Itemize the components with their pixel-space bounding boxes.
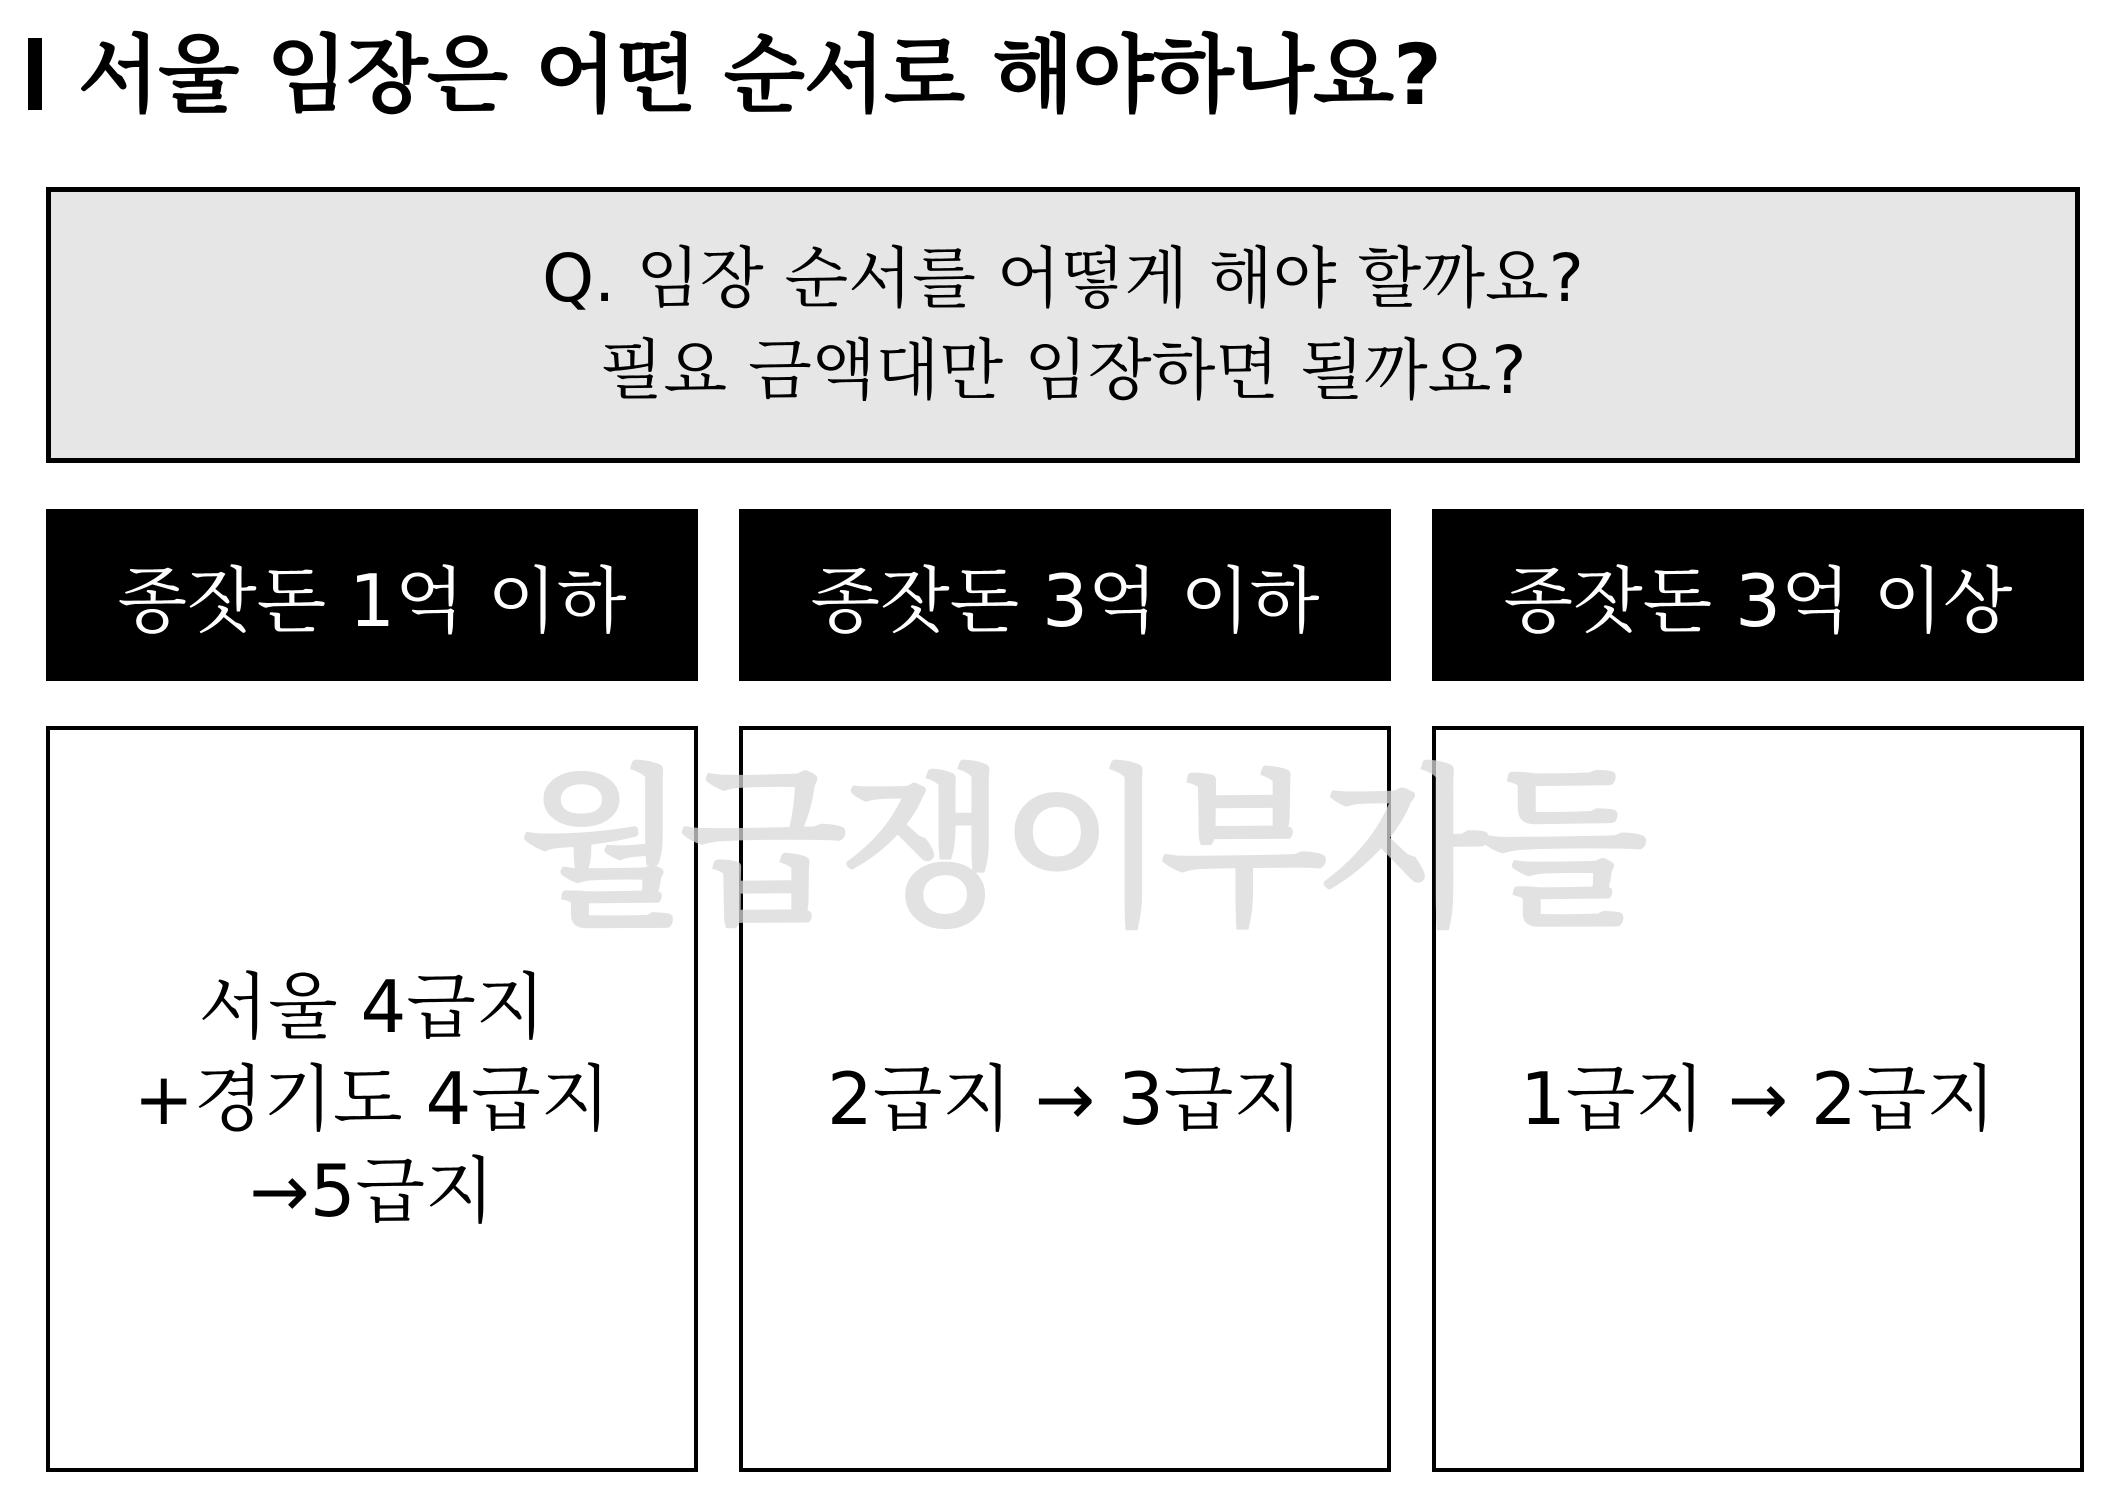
watermark: 월급쟁이부자들 — [520, 749, 1642, 950]
column-3-line-1: 1급지 → 2급지 — [1520, 1057, 1996, 1141]
column-header-2: 종잣돈 3억 이하 — [739, 509, 1391, 681]
column-header-3: 종잣돈 3억 이상 — [1432, 509, 2084, 681]
column-header-1: 종잣돈 1억 이하 — [46, 509, 698, 681]
column-2-line-1: 2급지 → 3급지 — [827, 1057, 1303, 1141]
column-1-line-1: 서울 4급지 — [198, 965, 546, 1049]
question-line-2: 필요 금액대만 임장하면 될까요? — [599, 332, 1527, 409]
page-title: 서울 임장은 어떤 순서로 해야하나요? — [78, 26, 1441, 124]
column-1-line-3: →5급지 — [249, 1149, 495, 1233]
question-box — [46, 187, 2080, 463]
column-1-line-2: +경기도 4급지 — [133, 1057, 611, 1141]
column-box-3 — [1432, 726, 2084, 1472]
column-box-1 — [46, 726, 698, 1472]
column-box-2 — [739, 726, 1391, 1472]
title-accent-bar — [28, 38, 42, 110]
question-line-1: Q. 임장 순서를 어떻게 해야 할까요? — [542, 240, 1584, 317]
